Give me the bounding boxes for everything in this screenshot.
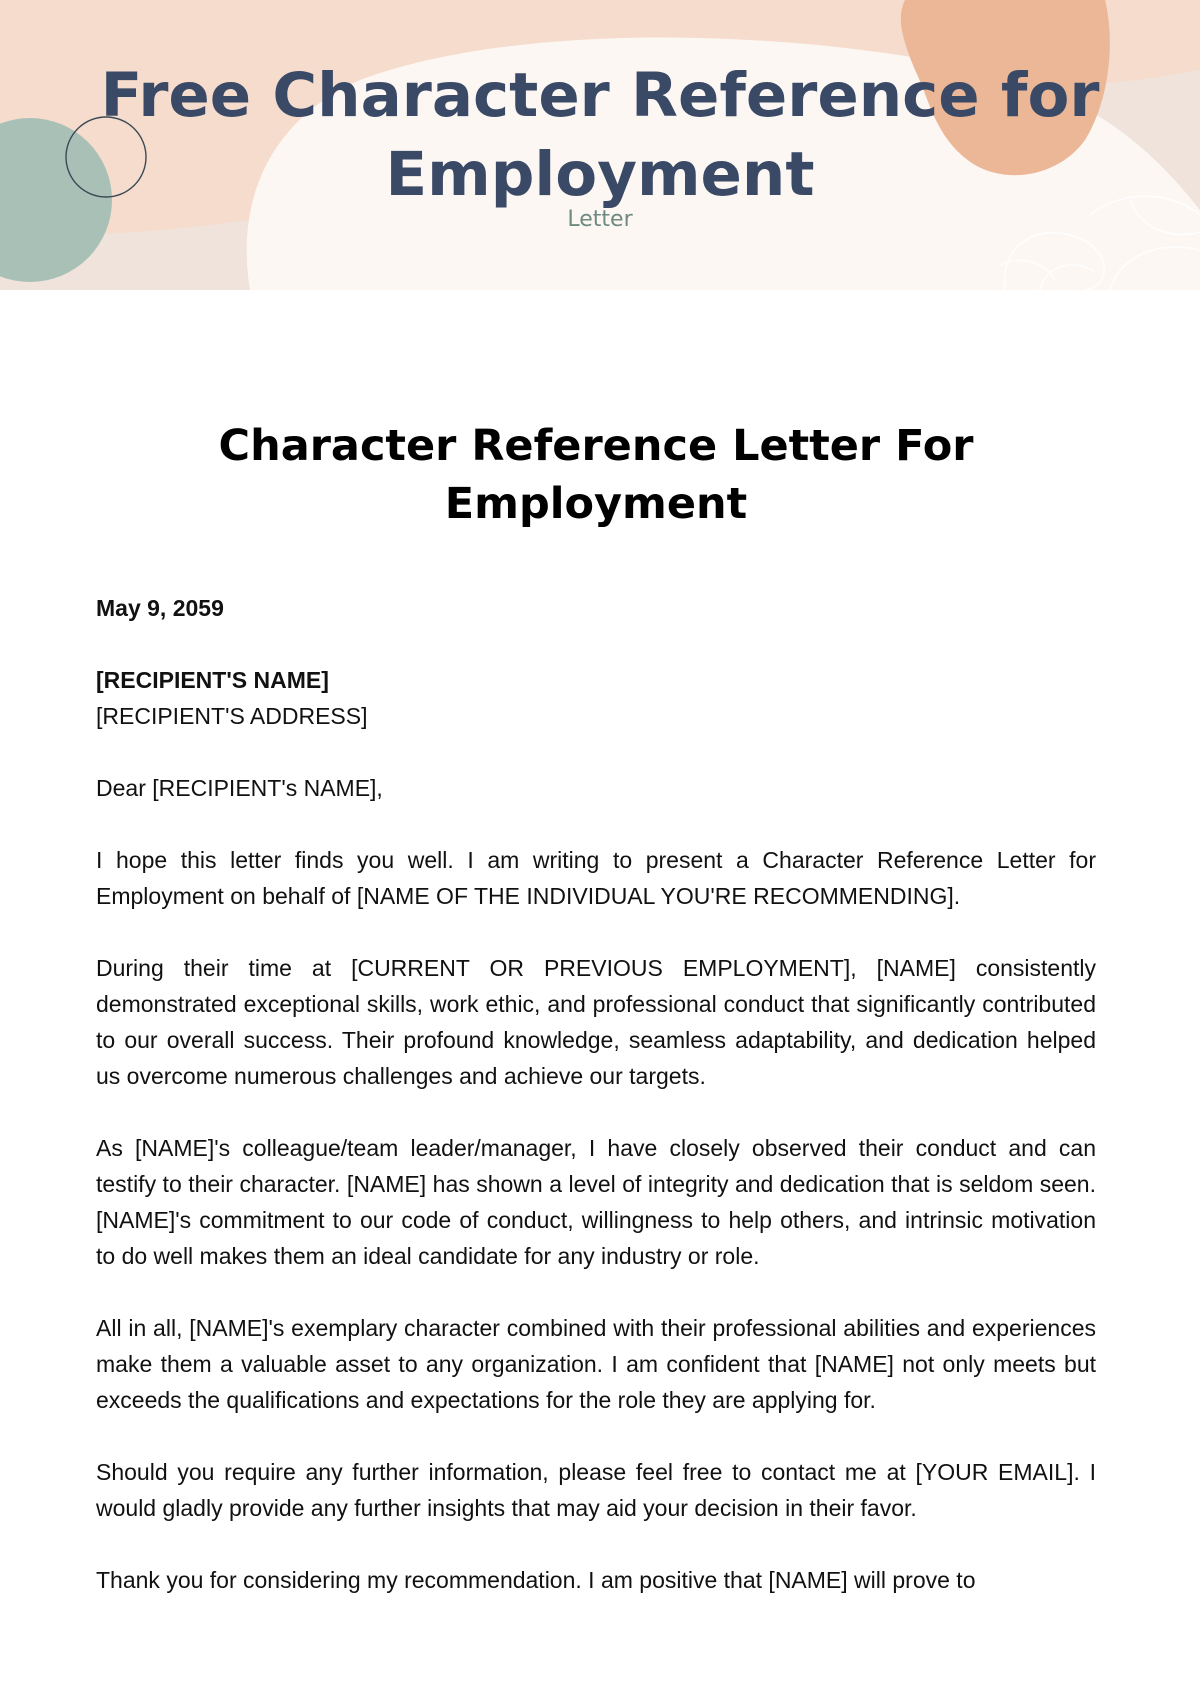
header-banner: [0, 0, 1200, 290]
letter-date: May 9, 2059: [96, 595, 224, 621]
header-title: [0, 56, 1200, 214]
body-paragraph-3: As [NAME]'s colleague/team leader/manager, I have closely observed their conduct and can testify to their character. [NAME] has shown a level of integrity and dedication that is seldom seen. [NAME]'s commitment to our code of conduct, willingness to help others, and intrinsic motivation to do well makes them an ideal candidate for any industry or role.: [96, 1135, 1096, 1269]
header-subtitle: Letter: [567, 207, 633, 232]
body-paragraph-6: Thank you for considering my recommendation. I am positive that [NAME] will prove to: [96, 1567, 976, 1593]
recipient-address: [RECIPIENT'S ADDRESS]: [96, 703, 368, 729]
body-paragraph-1: I hope this letter finds you well. I am writing to present a Character Reference Letter for Employment on behalf of [NAME OF THE INDIVIDUAL YOU'RE RECOMMENDING].: [96, 847, 1096, 909]
salutation: Dear [RECIPIENT's NAME],: [96, 775, 383, 801]
recipient-block: [96, 662, 1096, 734]
body-paragraph-5: Should you require any further information, please feel free to contact me at [YOUR EMAIL]. I would gladly provide any further insights that may aid your decision in their favor.: [96, 1459, 1096, 1521]
letter-body: [96, 590, 1096, 1634]
recipient-name: [RECIPIENT'S NAME]: [96, 667, 329, 693]
letter-title-line-2: Employment: [444, 479, 748, 529]
header-title-line-1: Free Character Reference for: [100, 60, 1100, 131]
body-paragraph-4: All in all, [NAME]'s exemplary character combined with their professional abilities and experiences make them a valuable asset to any organization. I am confident that [NAME] not only meets but exceeds the qualifications and expectations for the role they are applying for.: [96, 1315, 1096, 1413]
body-paragraph-2: During their time at [CURRENT OR PREVIOUS EMPLOYMENT], [NAME] consistently demonstrated exceptional skills, work ethic, and professional conduct that significantly contributed to our overall success. Their profound knowledge, seamless adaptability, and dedication helped us overcome numerous challenges and achieve our targets.: [96, 955, 1096, 1089]
letter-title: [96, 417, 1096, 533]
header-title-line-2: Employment: [385, 139, 815, 210]
letter-title-line-1: Character Reference Letter For: [218, 421, 974, 471]
